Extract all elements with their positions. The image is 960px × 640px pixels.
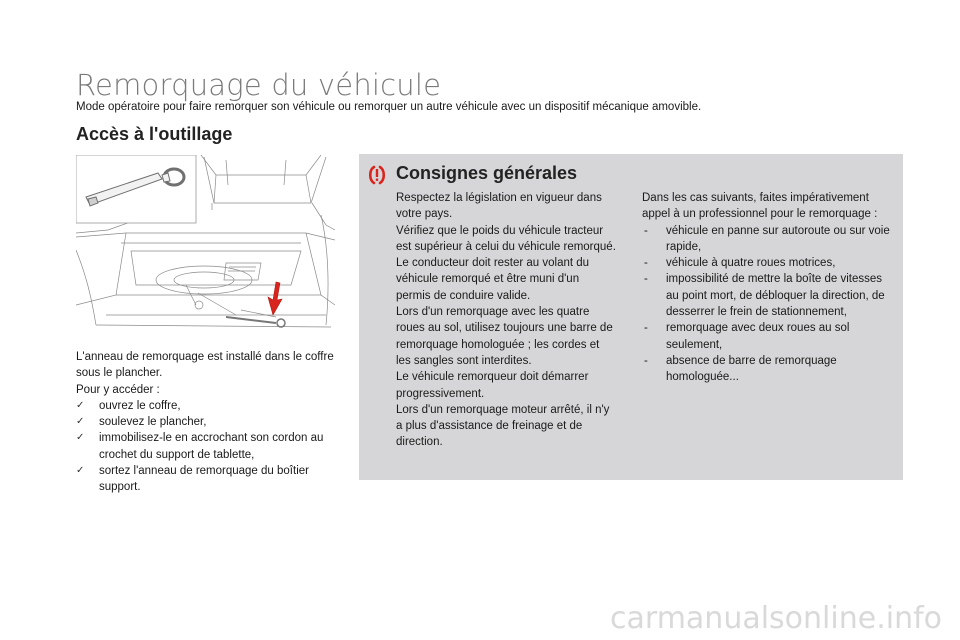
list-item: - véhicule à quatre roues motrices, (642, 255, 892, 271)
watermark: carmanualsonline.info (610, 601, 942, 636)
steps-list (76, 398, 341, 496)
consigne-paragraph: Respectez la législation en vigueur dans votre pays. (396, 192, 602, 221)
consignes-right-column (642, 190, 892, 386)
list-item: - véhicule en panne sur autoroute ou sur voie rapide, (642, 223, 892, 256)
page-title: Remorquage du véhicule (76, 68, 442, 102)
intro-text: L'anneau de remorquage est installé dans le coffre sous le plancher. (76, 351, 334, 380)
consignes-box (359, 154, 903, 480)
list-item: ✓ immobilisez-le en accrochant son cordon au crochet du support de tablette, (76, 430, 341, 463)
professional-intro: Dans les cas suivants, faites impérativement appel à un professionnel pour le remorquage : (642, 192, 878, 221)
list-item: - absence de barre de remorquage homologuée... (642, 353, 892, 386)
consignes-left-column (396, 190, 616, 451)
cases-list (642, 223, 892, 386)
intro-access: Pour y accéder : (76, 383, 160, 396)
page-subtitle: Mode opératoire pour faire remorquer son véhicule ou remorquer un autre véhicule avec un dispositif mécanique amovible. (76, 101, 702, 113)
consignes-title: Consignes générales (396, 163, 578, 183)
warning-icon (367, 165, 387, 185)
left-text-block (76, 349, 341, 496)
list-item: ✓ sortez l'anneau de remorquage du boîtier support. (76, 463, 341, 496)
consigne-paragraph: Lors d'un remorquage avec les quatre roues au sol, utilisez toujours une barre de remorquage homologuée ; les cordes et les sangles sont interdites. (396, 306, 613, 367)
section-title: Accès à l'outillage (76, 124, 233, 144)
list-item: - remorquage avec deux roues au sol seulement, (642, 320, 892, 353)
consigne-paragraph: Le véhicule remorqueur doit démarrer progressivement. (396, 371, 589, 400)
consigne-paragraph: Lors d'un remorquage moteur arrêté, il n'y a plus d'assistance de freinage et de direction. (396, 403, 610, 449)
list-item: - impossibilité de mettre la boîte de vitesses au point mort, de débloquer la direction, de desserrer le frein de stationnement, (642, 271, 892, 320)
list-item: ✓ soulevez le plancher, (76, 414, 341, 430)
consigne-paragraph: Le conducteur doit rester au volant du véhicule remorqué et être muni d'un permis de conduire valide. (396, 257, 590, 302)
list-item: ✓ ouvrez le coffre, (76, 398, 341, 414)
consigne-paragraph: Vérifiez que le poids du véhicule tracteur est supérieur à celui du véhicule remorqué. (396, 224, 616, 253)
trunk-illustration (76, 155, 335, 338)
